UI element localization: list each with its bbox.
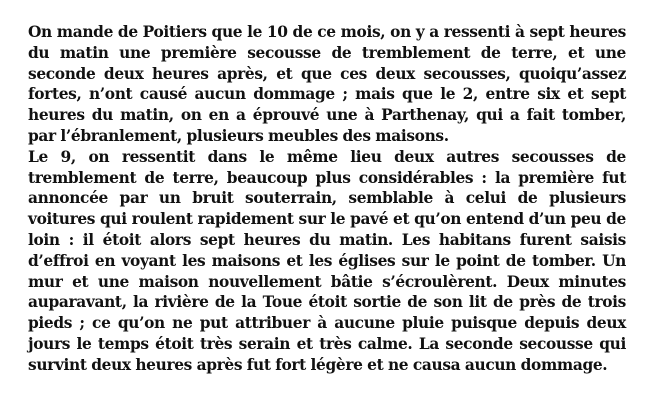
document-page	[28, 22, 626, 392]
paragraph-parthenay: Le 9, on ressentit dans le même lieu deux autres secousses de tremblement de terre, beaucoup plus considérables : la première fut annoncée par un bruit souterrain, semblable à celui de plusieurs voitures qui roulent rapidement sur le pavé et qu’on entend d’un peu de loin : il étoit alors sept heures du matin. Les habitans furent saisis d’effroi en voyant les maisons et les églises sur le point de tomber. Un mur et une maison nouvellement bâtie s’écroulèrent. Deux minutes auparavant, la rivière de la Toue étoit sortie de son lit de près de trois pieds ; ce qu’on ne put attribuer à aucune pluie puisque depuis deux jours le temps étoit très serain et très calme. La seconde secousse qui survint deux heures après fut fort légère et ne causa aucun dommage.	[28, 147, 626, 374]
paragraph-poitiers: On mande de Poitiers que le 10 de ce mois, on y a ressenti à sept heures du matin une première secousse de tremblement de terre, et une seconde deux heures après, et que ces deux secousses, quoiqu’assez fortes, n’ont causé aucun dommage ; mais que le 2, entre six et sept heures du matin, on en a éprouvé une à Parthenay, qui a fait tomber, par l’ébranlement, plusieurs meubles des maisons.	[28, 23, 626, 145]
